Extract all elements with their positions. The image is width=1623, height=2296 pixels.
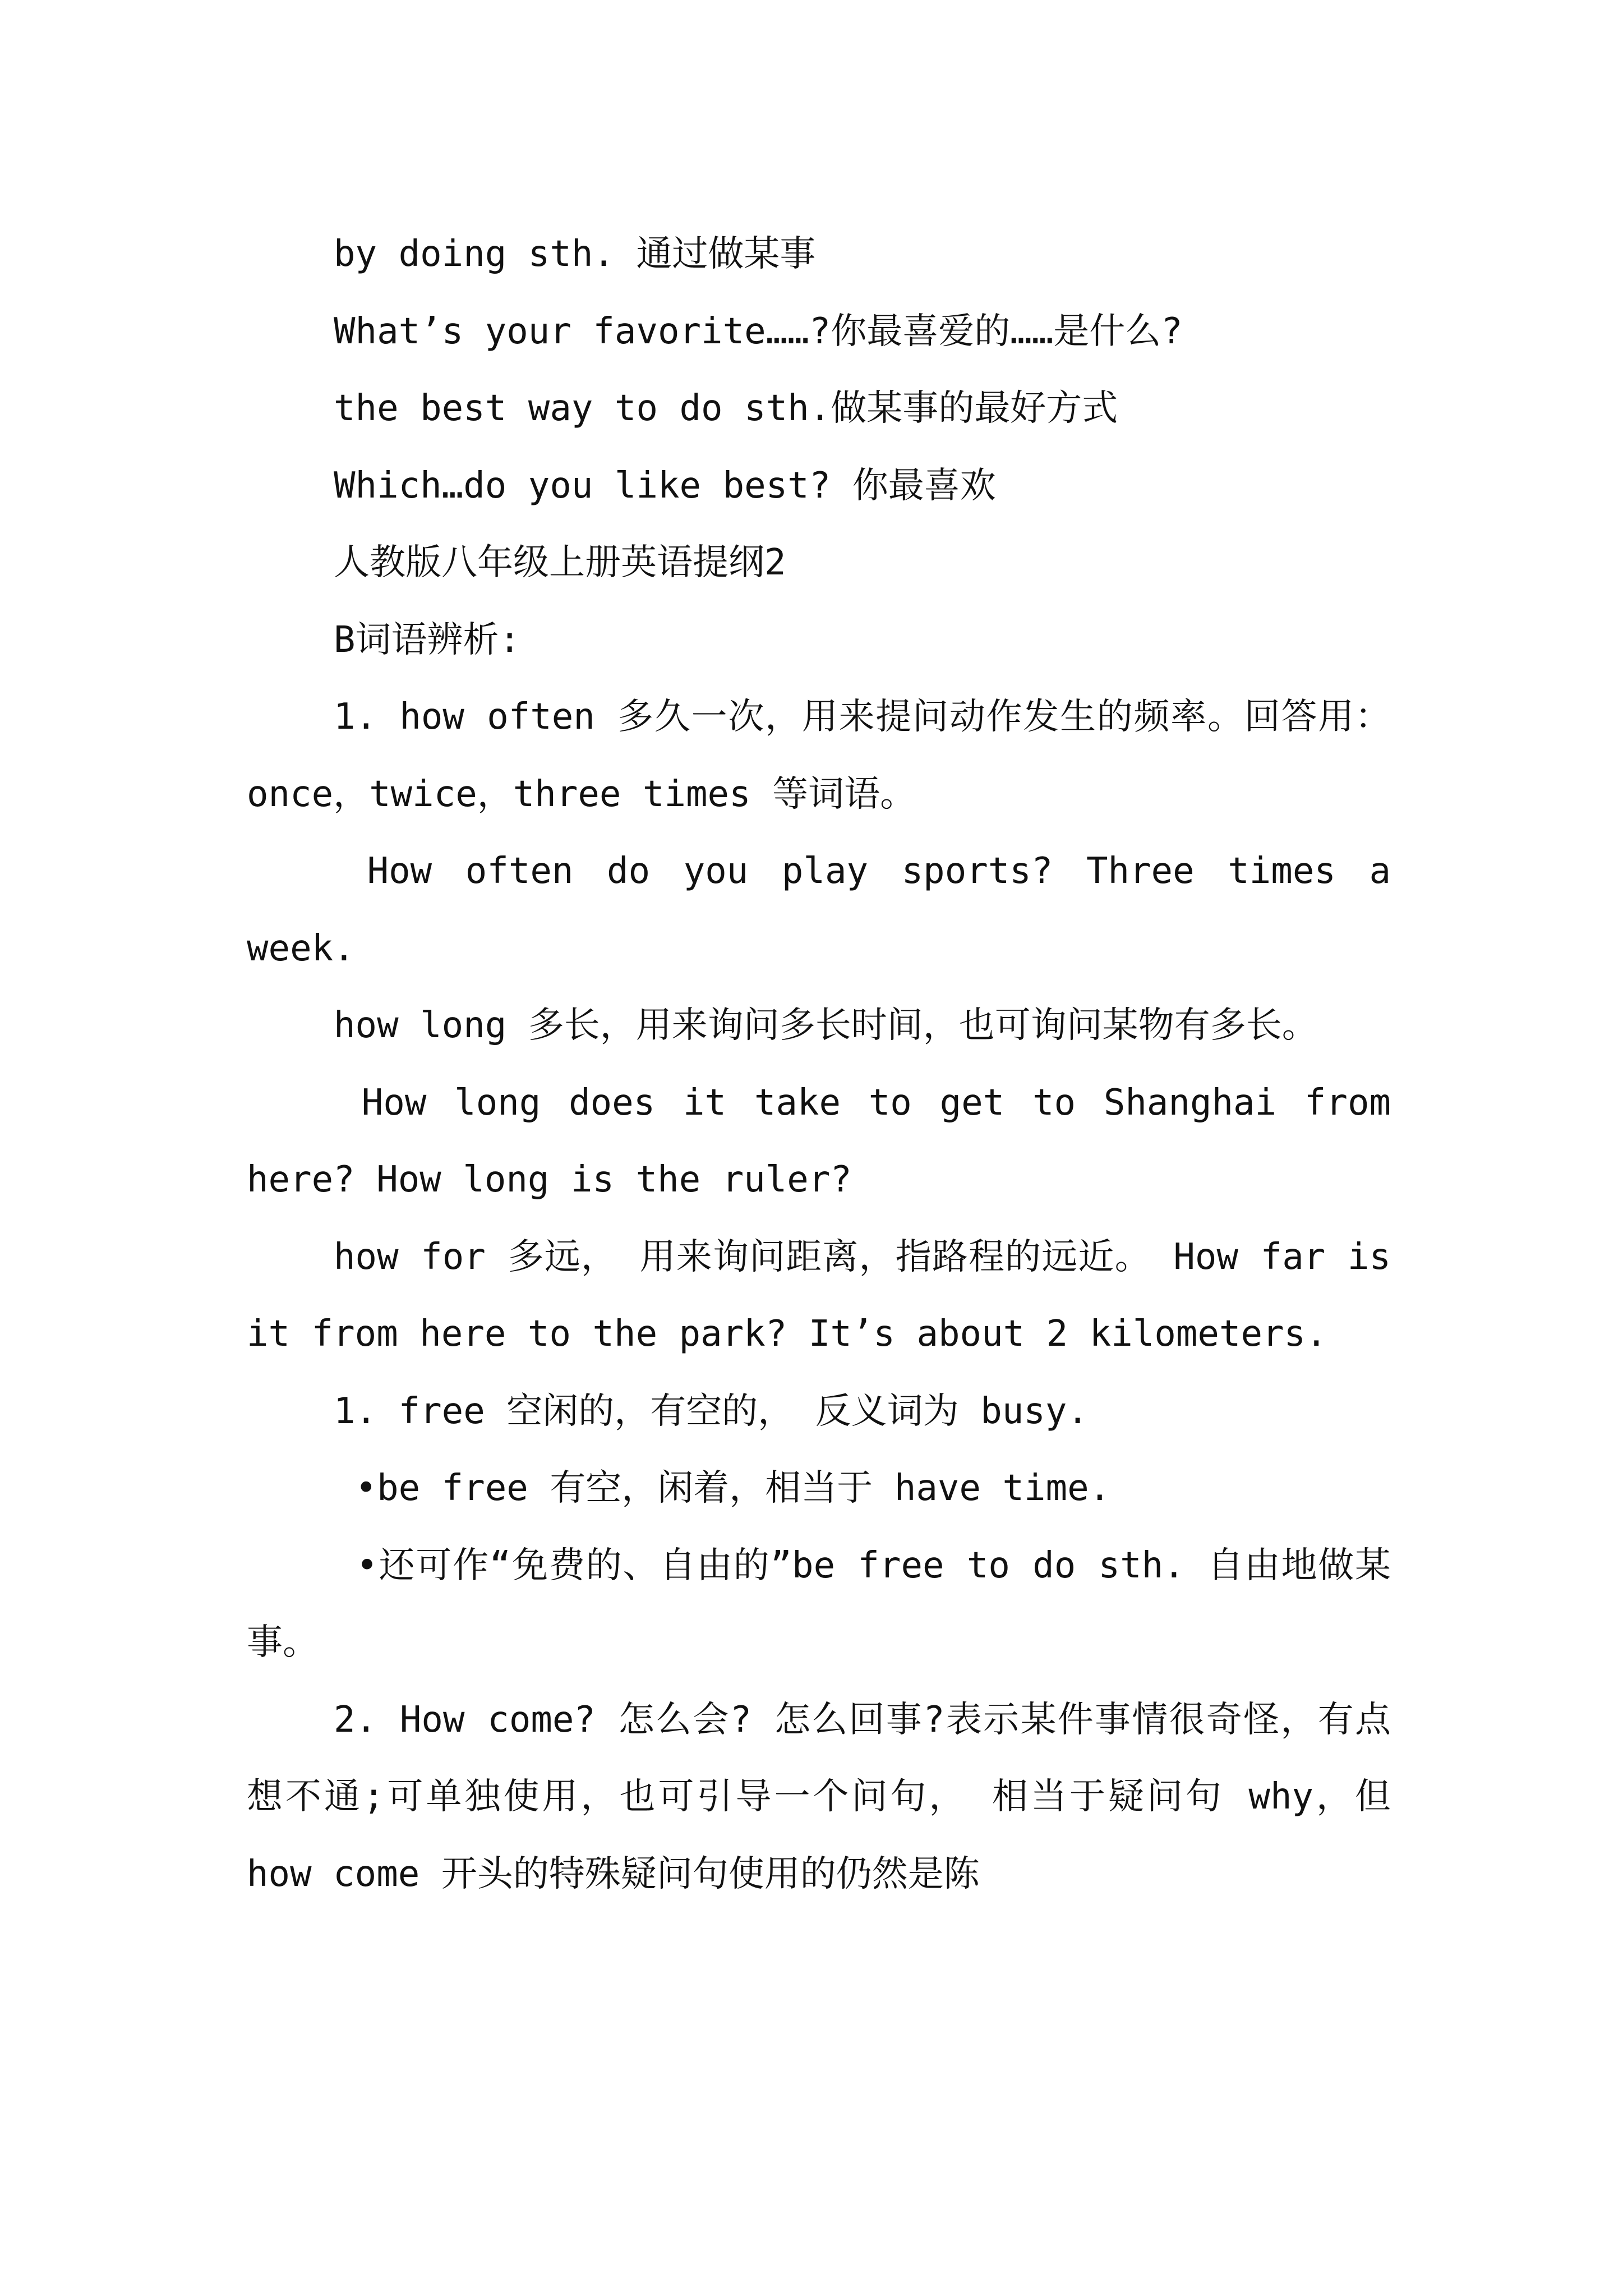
paragraph-how-come: 2. How come? 怎么会? 怎么回事?表示某件事情很奇怪，有点想不通;可单独使用，也可引导一个问句， 相当于疑问句 why，但 how come 开头的特殊疑问句使用的仍然是陈 bbox=[247, 1699, 1413, 1895]
text-line: Which…do you like best? 你最喜欢 bbox=[334, 464, 996, 507]
text-line: the best way to do sth.做某事的最好方式 bbox=[334, 388, 1118, 429]
text-line: What’s your favorite……?你最喜爱的……是什么? bbox=[334, 310, 1183, 352]
text-line: by doing sth. 通过做某事 bbox=[334, 233, 816, 275]
bullet-free-to-do: •还可作“免费的、自由的”be free to do sth. 自由地做某事。 bbox=[247, 1544, 1391, 1663]
paragraph-free: 1. free 空闲的，有空的， 反义词为 busy. bbox=[334, 1390, 1089, 1432]
bullet-be-free: •be free 有空，闲着，相当于 have time. bbox=[334, 1467, 1111, 1509]
section-title: 人教版八年级上册英语提纲2 bbox=[334, 542, 786, 583]
document-body bbox=[247, 216, 1413, 1913]
example-how-often: How often do you play sports? Three times a week. bbox=[247, 850, 1413, 969]
section-heading: B词语辨析: bbox=[334, 619, 521, 661]
example-how-long: How long does it take to get to Shanghai from here? How long is the ruler? bbox=[247, 1082, 1413, 1200]
paragraph-how-far: how for 多远， 用来询问距离，指路程的远近。 How far is it from here to the park? It’s about 2 kilometers. bbox=[247, 1236, 1413, 1355]
paragraph-how-long: how long 多长，用来询问多长时间，也可询问某物有多长。 bbox=[334, 1005, 1318, 1046]
paragraph-how-often: 1. how often 多久一次，用来提问动作发生的频率。回答用：once，twice，three times 等词语。 bbox=[247, 696, 1391, 815]
